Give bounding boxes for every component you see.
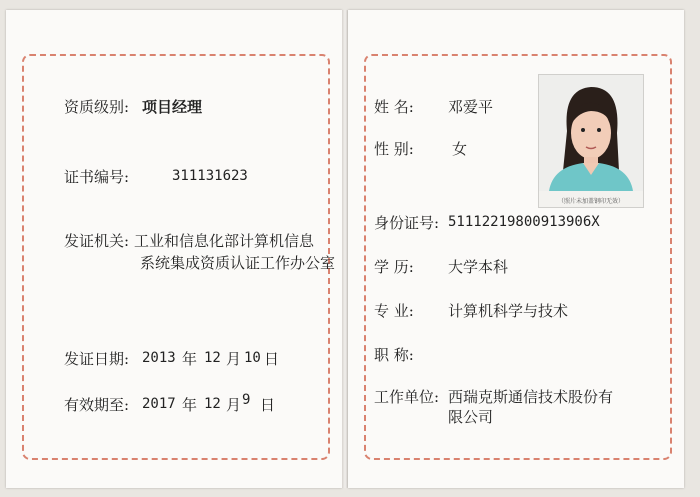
qualification-level-label: 资质级别: (64, 98, 130, 116)
valid-until-label: 有效期至: (64, 396, 130, 414)
valid-until-day-unit: 日 (260, 396, 276, 414)
cert-number-label: 证书编号: (64, 168, 130, 186)
employer-line2: 限公司 (448, 408, 494, 426)
valid-until-month: 12 (204, 396, 221, 412)
valid-until-day: 9 (242, 392, 251, 408)
issue-date-day-unit: 日 (264, 350, 280, 368)
employer-line1: 西瑞克斯通信技术股份有 (448, 388, 614, 406)
id-number-label: 身份证号: (374, 214, 440, 232)
gender-label: 性 别: (374, 140, 414, 158)
issue-date-month-unit: 月 (226, 350, 242, 368)
left-page (6, 10, 342, 488)
employer-label: 工作单位: (374, 388, 440, 406)
name-value: 邓爱平 (448, 98, 494, 116)
gender-value: 女 (452, 140, 468, 158)
right-page (348, 10, 684, 488)
issuing-authority-line2: 系统集成资质认证工作办公室 (140, 254, 336, 272)
education-value: 大学本科 (448, 258, 509, 276)
education-label: 学 历: (374, 258, 414, 276)
issue-date-label: 发证日期: (64, 350, 130, 368)
photo-caption: （照片未加盖钢印无效） (557, 198, 624, 205)
valid-until-month-unit: 月 (226, 396, 242, 414)
issue-date-year: 2013 (142, 350, 176, 366)
issue-date-day: 10 (244, 350, 261, 366)
valid-until-year-unit: 年 (182, 396, 198, 414)
professional-title-label: 职 称: (374, 346, 414, 364)
name-label: 姓 名: (374, 98, 414, 116)
issue-date-year-unit: 年 (182, 350, 198, 368)
id-number-value: 51112219800913906X (448, 214, 600, 230)
issuing-authority-label: 发证机关: (64, 232, 130, 250)
issue-date-month: 12 (204, 350, 221, 366)
major-label: 专 业: (374, 302, 414, 320)
cert-number-value: 311131623 (172, 168, 248, 184)
person-photo-icon (539, 75, 643, 191)
issuing-authority-line1: 工业和信息化部计算机信息 (134, 232, 315, 250)
qualification-level-value: 项目经理 (142, 98, 203, 116)
valid-until-year: 2017 (142, 396, 176, 412)
id-photo (538, 74, 644, 208)
major-value: 计算机科学与技术 (448, 302, 569, 320)
